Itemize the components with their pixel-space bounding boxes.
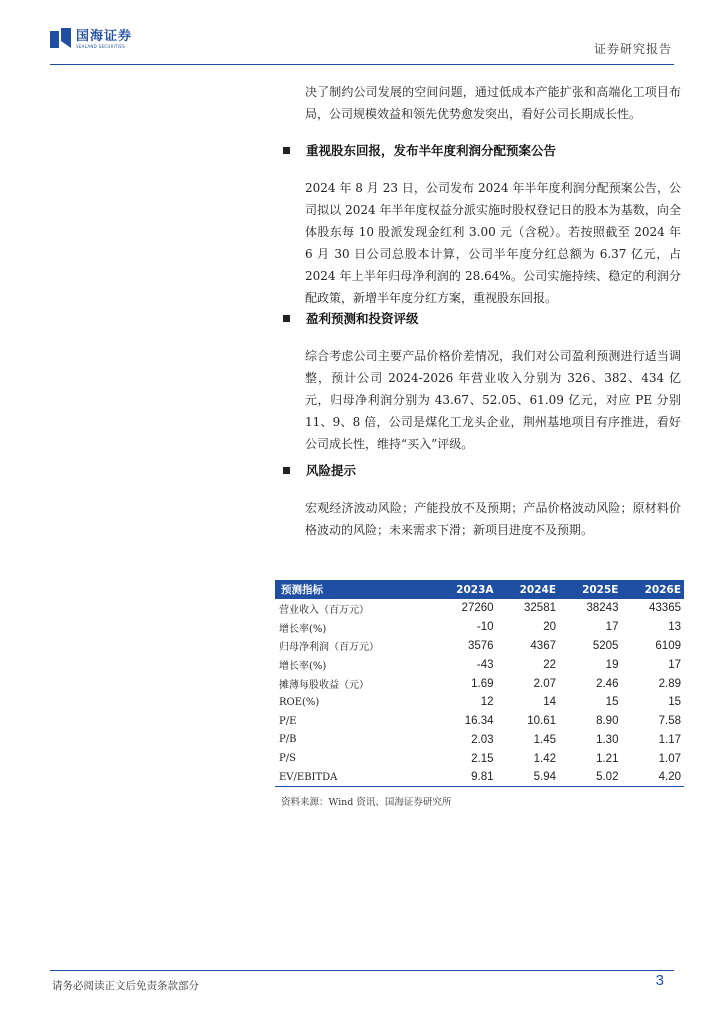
company-logo	[50, 28, 132, 50]
table-cell: 10.61	[527, 715, 556, 728]
table-row	[275, 618, 684, 637]
row-label: P/S	[279, 753, 296, 765]
table-row	[275, 655, 684, 674]
table-row	[275, 749, 684, 768]
section-title: 风险提示	[306, 463, 357, 478]
table-cell: 2.07	[533, 677, 556, 690]
section-paragraph-dividend: 2024 年 8 月 23 日，公司发布 2024 年半年度利润分配预案公告，公司拟以 2024 年半年度权益分派实施时股权登记日的股本为基数，向全体股东每 10 股派发现金红利 3.00 元（含税）。若按照截至 2024 年 6 月 30 日公司总股本计算，公司半年度分红总额为 6.37 亿元，占 2024 年上半年归母净利润的 28.64%。公司实施持续、稳定的利润分配政策，新增半年度分红方案，重视股东回报。	[305, 181, 681, 305]
table-cell: 1.30	[596, 733, 619, 746]
table-cell: 12	[480, 696, 494, 709]
header-divider	[50, 64, 674, 65]
table-cell: 3576	[467, 639, 494, 652]
table-header-row	[275, 580, 684, 599]
section-heading-dividend	[283, 141, 556, 159]
table-row	[275, 712, 684, 731]
table-cell: 6109	[655, 639, 681, 652]
section-title: 重视股东回报，发布半年度利润分配预案公告	[306, 143, 557, 158]
bullet-square-icon	[283, 147, 290, 154]
page-header	[50, 28, 674, 64]
table-cell: 16.34	[464, 715, 494, 728]
table-cell: 1.42	[533, 752, 556, 765]
column-header: 2024E	[497, 580, 559, 599]
column-header: 2023A	[433, 580, 497, 599]
column-header: 2026E	[621, 580, 684, 599]
table-cell: 19	[605, 658, 619, 671]
table-cell: 22	[543, 658, 556, 671]
section-title: 盈利预测和投资评级	[306, 311, 419, 326]
forecast-table	[275, 580, 684, 787]
table-cell: 4.20	[621, 768, 684, 787]
table-cell: 14	[543, 696, 556, 709]
table-cell: 5.02	[559, 768, 621, 787]
table-cell: 1.45	[533, 733, 556, 746]
table-cell: 38243	[586, 602, 619, 615]
table-cell: 20	[543, 621, 556, 634]
disclaimer-note: 请务必阅读正文后免责条款部分	[52, 980, 199, 992]
table-cell: -10	[476, 621, 494, 634]
table-row	[275, 599, 684, 618]
logo-english-name: SEALAND SECURITIES	[76, 43, 126, 49]
row-label: 增长率(%)	[279, 623, 327, 635]
footer-divider	[50, 970, 674, 971]
table-row	[275, 768, 684, 787]
report-type-label: 证券研究报告	[593, 42, 672, 56]
section-paragraph-forecast: 综合考虑公司主要产品价格价差情况，我们对公司盈利预测进行适当调整，预计公司 2024-2026 年营业收入分别为 326、382、434 亿元，归母净利润分别为 43.67、52.05、61.09 亿元，对应 PE 分别 11、9、8 倍，公司是煤化工龙头企业，荆州基地项目有序推进，看好公司成长性，维持“买入”评级。	[305, 349, 681, 451]
table-cell: 5.94	[497, 768, 559, 787]
table-cell: 15	[668, 696, 681, 709]
table-cell: 27260	[461, 602, 494, 615]
row-label: P/E	[279, 715, 297, 727]
table-cell: 32581	[524, 602, 556, 615]
table-cell: 8.90	[596, 715, 619, 728]
row-label: 营业收入（百万元）	[279, 604, 369, 616]
table-cell: 9.81	[433, 768, 497, 787]
table-cell: 43365	[649, 602, 681, 615]
table-cell: 2.89	[658, 677, 681, 690]
table-cell: 1.07	[658, 752, 681, 765]
table-cell: 1.21	[596, 752, 619, 765]
table-cell: 17	[605, 621, 619, 634]
table-cell: 15	[605, 696, 619, 709]
table-cell: 2.15	[471, 752, 494, 765]
logo-name: 国海证券	[76, 28, 133, 44]
row-label: 归母净利润（百万元）	[279, 642, 379, 654]
table-cell: 1.69	[471, 677, 494, 690]
row-label: 摊薄每股收益（元）	[279, 680, 369, 692]
row-label: EV/EBITDA	[275, 768, 433, 787]
section-paragraph-risk: 宏观经济波动风险；产能投放不及预期；产品价格波动风险；原材料价格波动的风险；未来需求下滑；新项目进度不及预期。	[305, 501, 681, 537]
row-label: 增长率(%)	[279, 661, 327, 673]
logo-mark-icon	[50, 28, 72, 50]
row-label: P/B	[279, 734, 297, 746]
section-heading-risk	[283, 461, 356, 479]
table-row	[275, 637, 684, 656]
table-row	[275, 693, 684, 712]
row-label: ROE(%)	[279, 696, 320, 708]
table-cell: 7.58	[658, 715, 681, 728]
table-cell: 2.03	[471, 733, 494, 746]
table-cell: 5205	[592, 639, 619, 652]
table-cell: 13	[668, 621, 681, 634]
section-heading-forecast	[283, 309, 419, 327]
column-header: 2025E	[559, 580, 621, 599]
table-cell: 4367	[530, 639, 556, 652]
table-cell: 17	[668, 658, 681, 671]
table-source-note: 资料来源：Wind 资讯、国海证券研究所	[281, 797, 452, 808]
table-cell: 1.17	[658, 733, 681, 746]
intro-paragraph: 决了制约公司发展的空间问题，通过低成本产能扩张和高端化工项目布局，公司规模效益和领先优势愈发突出，看好公司长期成长性。	[305, 85, 681, 121]
page-number: 3	[655, 972, 664, 989]
table-row	[275, 731, 684, 750]
table-cell: 2.46	[596, 677, 619, 690]
column-header: 预测指标	[275, 580, 433, 599]
table-cell: -43	[476, 658, 494, 671]
bullet-square-icon	[283, 315, 290, 322]
table-row	[275, 674, 684, 693]
bullet-square-icon	[283, 467, 290, 474]
